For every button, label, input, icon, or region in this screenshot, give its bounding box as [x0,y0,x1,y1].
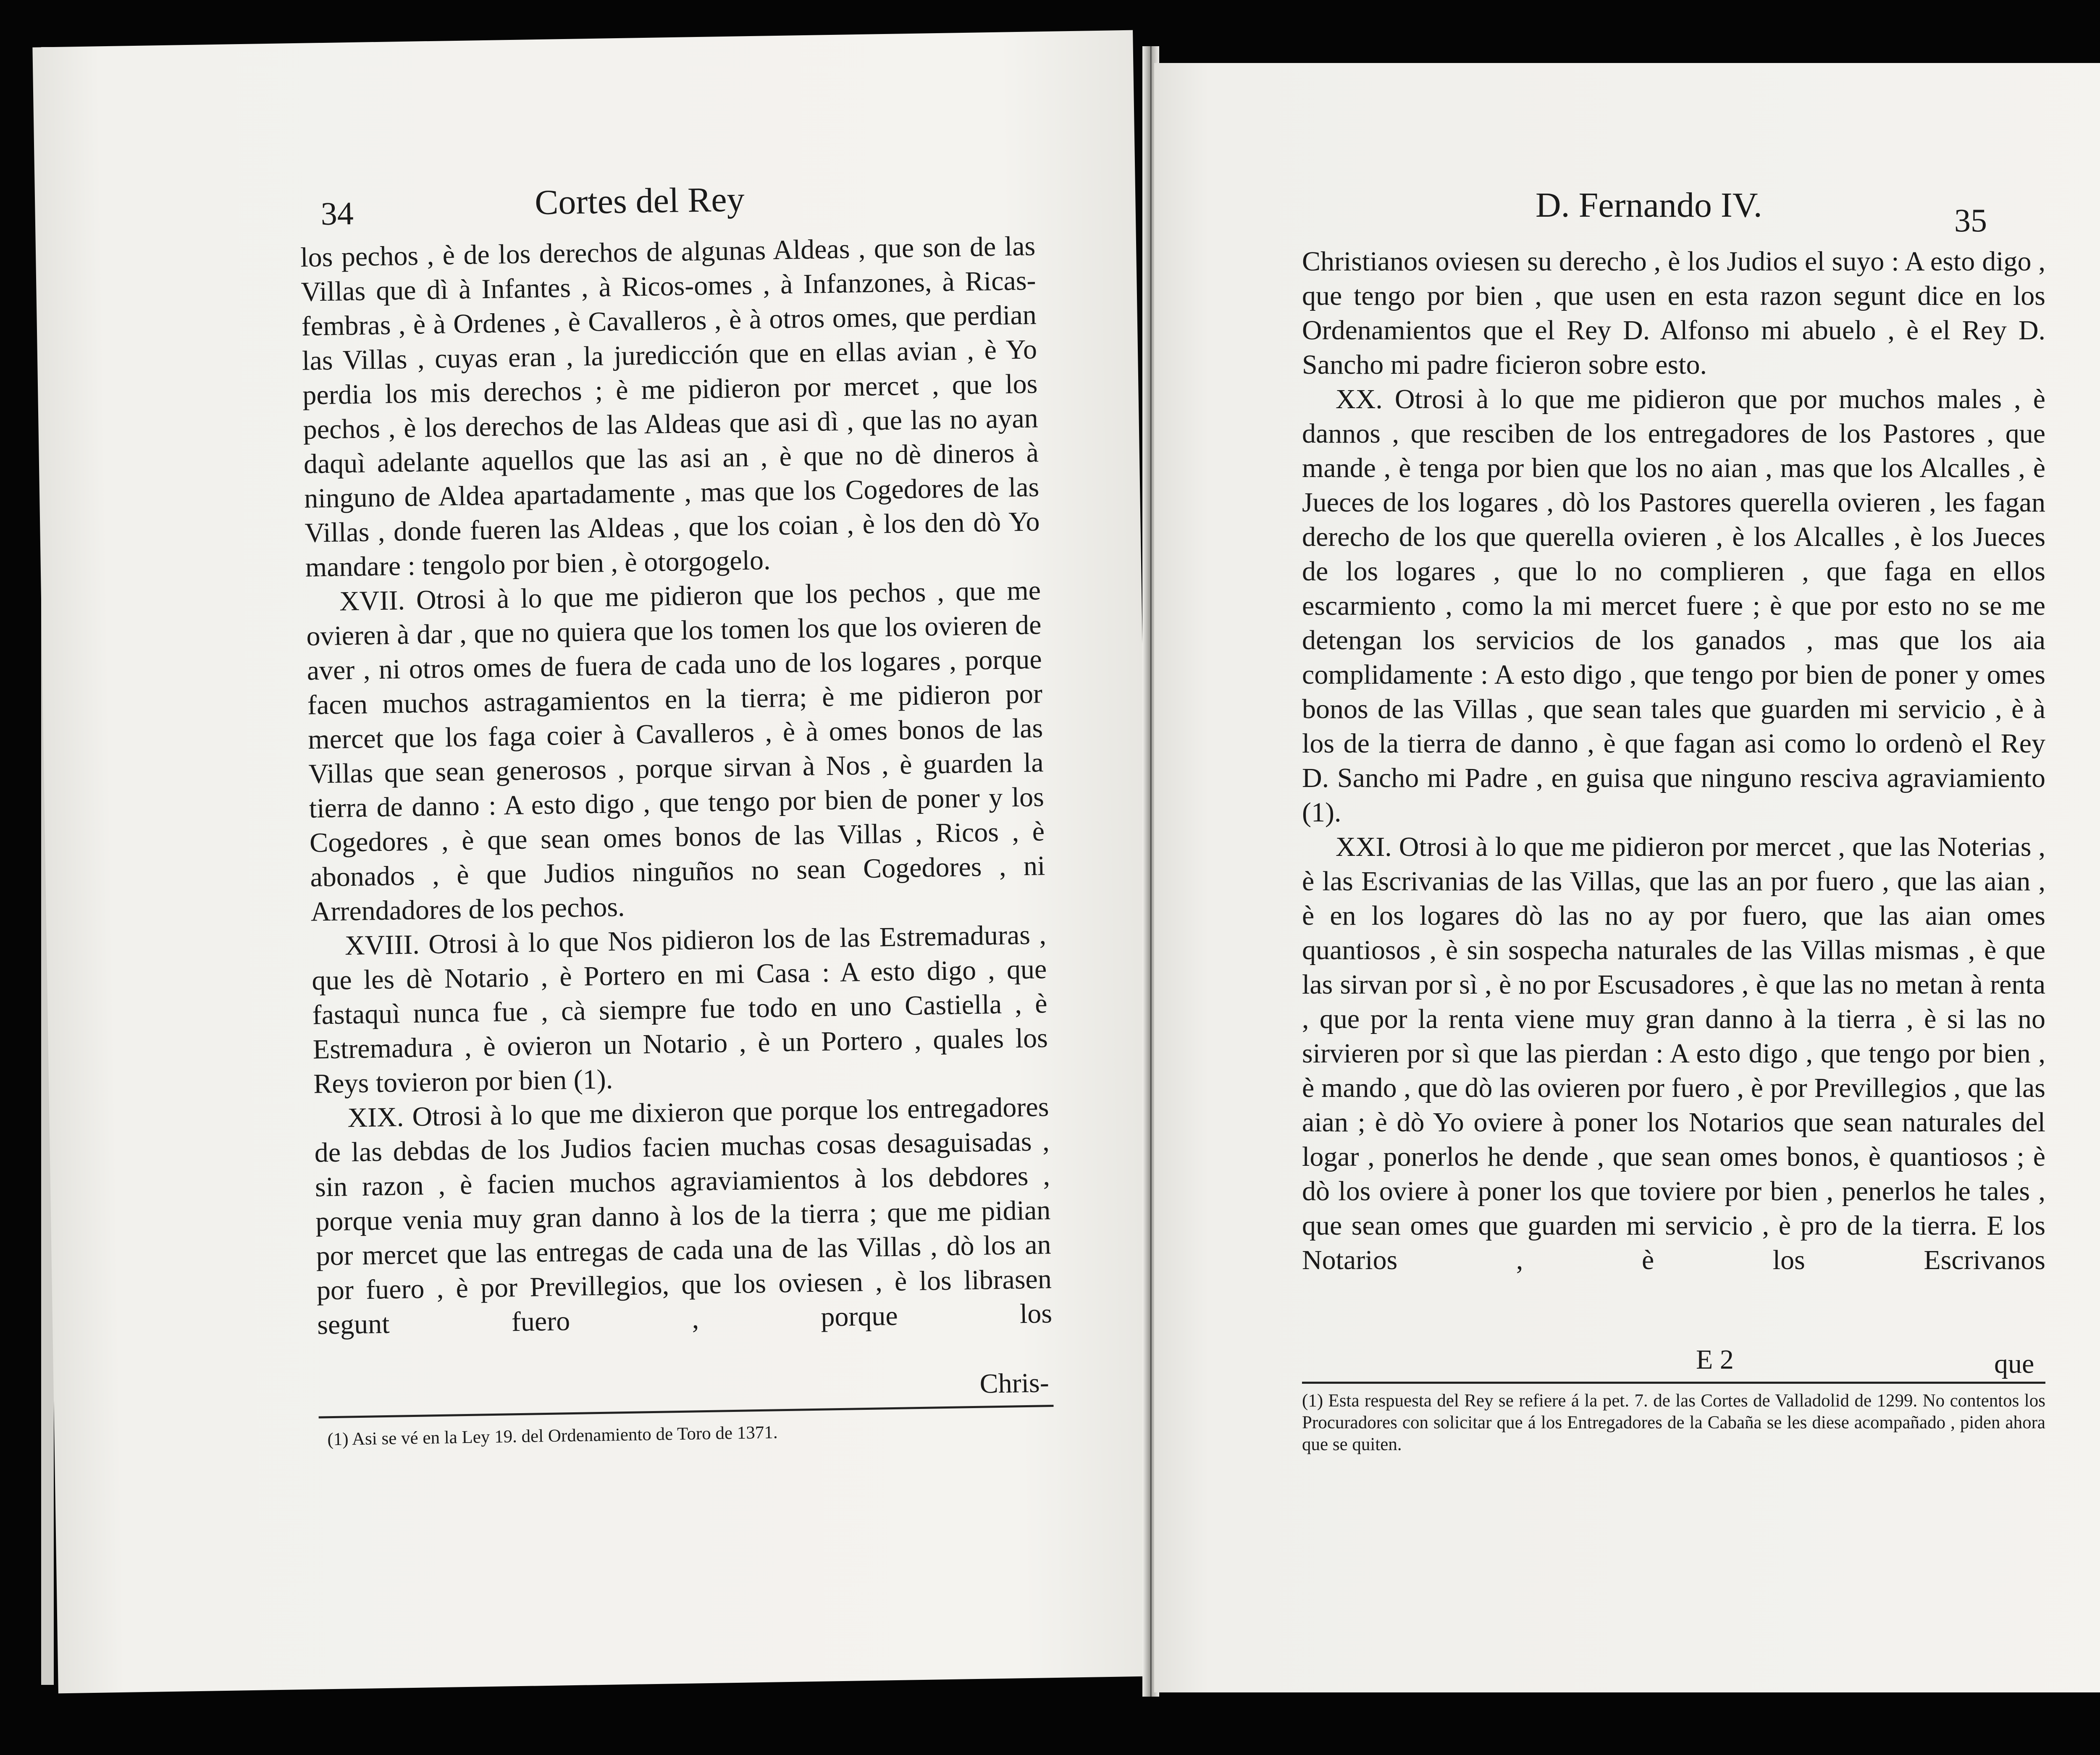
left-catchword: Chris- [979,1367,1050,1399]
right-signature-mark: E 2 [1696,1344,1734,1375]
left-paragraph-xviii: XVIII. Otrosi à lo que Nos pidieron los de las Estremaduras , que les dè Notario , è Portero en mi Casa : A esto digo , que fastaquì nunca fue , cà siempre fue todo en uno Castiella , è Estremadura , è ovieron un Notario , è un Portero , quales los Reys tovieron por bien (1). [311,919,1048,1099]
right-page-number: 35 [1954,202,1987,239]
right-page [1154,63,2100,1692]
left-running-head: Cortes del Rey [534,180,745,223]
left-page-number: 34 [320,194,354,232]
right-paragraph-xxi: XXI. Otrosi à lo que me pidieron por mercet , que las Noterias , è las Escrivanias de las Villas, que las an por fuero , que las aian , è en los logares dò las no ay por fuero, que las aian omes quantiosos , è sin sospecha naturales de las Villas mismas , è que las sirvan por sì , è no por Escusadores , è que las no metan à renta , que por la renta viene muy gran danno à la tierra , è si las no sirvieren por sì que las pierdan : A esto digo , que tengo por bien , è mando , que dò las ovieren por fuero , è por Previllegios , que las aian ; è dò Yo oviere à poner los Notarios que sean naturales del logar , ponerlos he dende , que sean omes bonos, è quantiosos ; è dò los oviere à poner los que toviere por bien , penerlos he tales , que sean omes que guarden mi servicio , è pro de la tierra. E los Notarios , è los Escrivanos [1302,832,2045,1275]
right-footnote: (1) Esta respuesta del Rey se refiere á la pet. 7. de las Cortes de Valladolid de 1299. No contentos los Procuradores con solicitar que á los Entregadores de la Cabaña se les diese acompañado , piden ahora que se quiten. [1302,1391,2045,1454]
left-footnote: (1) Asi se vé en la Ley 19. del Ordenamiento de Toro de 1371. [327,1422,778,1450]
right-paragraph-continued: Christianos oviesen su derecho , è los Judios el suyo : A esto digo , que tengo por bien , que usen en esta razon segunt dice en los Ordenamientos que el Rey D. Alfonso mi abuelo , è el Rey D. Sancho mi padre ficieron sobre esto. [1302,246,2045,380]
left-footnote-rule [319,1405,1054,1418]
left-paragraph-xix: XIX. Otrosi à lo que me dixieron que porque los entregadores de las debdas de los Judios facien muchas cosas desaguisadas , sin razon , è facien muchos agraviamientos à los debdores , porque venia muy gran danno à los de la tierra ; que me pidian por mercet que las entregas de cada una de las Villas , dò los an por fuero , è por Previllegios, que los oviesen , è los librasen segunt fuero , porque los [314,1091,1053,1341]
right-catchword: que [1994,1348,2034,1379]
right-footnote-rule [1302,1382,2045,1384]
left-paragraph-xvii: XVII. Otrosi à lo que me pidieron que los pechos , que me ovieren à dar , que no quiera que los tomen los que los ovieren de aver , ni otros omes de fuera de cada uno de los logares , porque facen muchos astragamientos en la tierra; è me pidieron por mercet que los faga coier à Cavalleros , è à omes bonos de las Villas que sean generosos , porque sirvan à Nos , è guarden la tierra de danno : A esto digo , que tengo por bien de poner y los Cogedores , è que sean omes bonos de las Villas , Ricos , è abonados , è que Judios ninguños no sean Cogedores , ni Arrendadores de los pechos. [306,575,1045,927]
right-paragraph-xx: XX. Otrosi à lo que me pidieron que por muchos males , è dannos , que resciben de los entregadores de los Pastores , que mande , è tenga por bien que los no aian , mas que los Alcalles , è Jueces de los logares , dò los Pastores querella ovieren , les fagan derecho de los que querella ovieren , è los Alcalles , è los Jueces de los logares , que lo no complieren , que faga en ellos escarmiento , como la mi mercet fuere ; è que por esto no se me detengan los servicios de los ganados , mas que los aia complidamente : A esto digo , que tengo por bien de poner y omes bonos de las Villas , que sean tales que guarden mi servicio , è à los de la tierra de danno , è que fagan asi como lo ordenò el Rey D. Sancho mi Padre , en guisa que ninguno resciva agraviamiento (1). [1302,384,2045,828]
right-body-text [1302,244,2045,1278]
left-paragraph-continued: los pechos , è de los derechos de algunas Aldeas , que son de las Villas que dì à Infantes , à Ricos-omes , à Infanzones, à Ricas-fembras , è à Ordenes , è Cavalleros , è à otros omes, que perdian las Villas , cuyas eran , la juredicción que en ellas avian , è Yo perdia los mis derechos ; è me pidieron por mercet , que los pechos , è los derechos de las Aldeas que asi dì , que las no ayan daquì adelante aquellos que las asi an , è que no dè dineros à ninguno de Aldea apartadamente , mas que los Cogedores de las Villas , donde fueren las Aldeas , que los coian , è los den dò Yo mandare : tengolo por bien , è otorgogelo. [300,231,1040,583]
left-page [32,30,1158,1694]
left-body-text [300,229,1053,1342]
right-running-head: D. Fernando IV. [1536,186,1762,225]
